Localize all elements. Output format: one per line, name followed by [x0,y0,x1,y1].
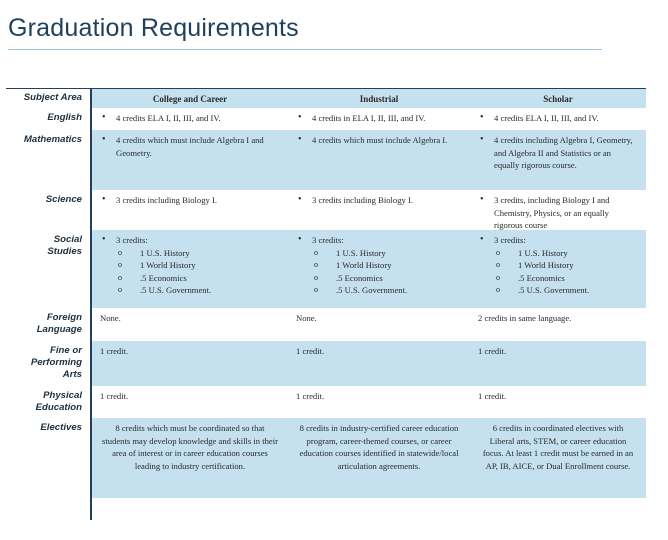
column-header-college-career: College and Career [92,88,288,108]
arts-label-line-2: Performing [30,357,82,368]
pe-scholar: 1 credit. [470,386,646,418]
social-cc-item: o 1 U.S. History [100,247,280,260]
pe-industrial: 1 credit. [288,386,470,418]
social-sch-intro: • 3 credits: [478,234,638,247]
arts-college-career: 1 credit. [92,341,288,386]
row-label-english: English [6,108,92,130]
science-scholar [470,190,646,230]
row-label-electives: Electives [6,418,92,498]
science-college-career [92,190,288,230]
row-label-mathematics: Mathematics [6,130,92,190]
english-sch-text: • 4 credits ELA I, II, III, and IV. [478,112,638,125]
row-label-social-studies [6,230,92,308]
electives-industrial: 8 credits in industry-certified career education program, career-themed courses, or career education courses identified in statewide/local articulation agreements. [288,418,470,498]
social-cc-item: o 1 World History [100,259,280,272]
math-college-career [92,130,288,190]
row-label-arts [6,341,92,386]
social-ind-item: o .5 U.S. Government. [296,284,462,297]
social-sch-item: o .5 Economics [478,272,638,285]
table-footer-cell [92,498,288,520]
requirements-table [6,88,646,520]
column-header-scholar: Scholar [470,88,646,108]
arts-label-line-1: Fine or [50,345,82,356]
arts-label-line-3: Arts [62,369,82,380]
english-ind-text: • 4 credits in ELA I, II, III, and IV. [296,112,462,125]
foreign-scholar: 2 credits in same language. [470,308,646,341]
page-title: Graduation Requirements [8,14,299,42]
pe-label-line-1: Physical [43,390,82,401]
pe-label-line-2: Education [35,402,82,413]
math-industrial [288,130,470,190]
social-label-line-2: Studies [47,246,82,257]
social-cc-item: o .5 U.S. Government. [100,284,280,297]
math-ind-text: • 4 credits which must include Algebra I. [296,134,462,147]
english-college-career [92,108,288,130]
social-sch-item: o 1 World History [478,259,638,272]
math-sch-text: • 4 credits including Algebra I, Geometry, and Algebra II and Statistics or an equally rigorous course. [478,134,638,172]
social-label-line-1: Social [53,234,82,245]
english-cc-text: • 4 credits ELA I, II, III, and IV. [100,112,280,125]
table-footer-spacer [6,498,92,520]
social-ind-item: o 1 World History [296,259,462,272]
social-sch-item: o 1 U.S. History [478,247,638,260]
foreign-college-career: None. [92,308,288,341]
social-cc-intro: • 3 credits: [100,234,280,247]
english-industrial [288,108,470,130]
subject-area-header: Subject Area [6,88,92,108]
social-ind-intro: • 3 credits: [296,234,462,247]
table-footer-cell [470,498,646,520]
social-ind-item: o .5 Economics [296,272,462,285]
foreign-industrial: None. [288,308,470,341]
social-cc-item: o .5 Economics [100,272,280,285]
electives-college-career: 8 credits which must be coordinated so that students may develop knowledge and skills in their area of interest or in career education courses leading to industry certification. [92,418,288,498]
science-ind-text: • 3 credits including Biology I. [296,194,462,207]
electives-scholar: 6 credits in coordinated electives with Liberal arts, STEM, or career education focus. At least 1 credit must be earned in an AP, IB, AICE, or Dual Enrollment course. [470,418,646,498]
arts-scholar: 1 credit. [470,341,646,386]
pe-college-career: 1 credit. [92,386,288,418]
arts-industrial: 1 credit. [288,341,470,386]
english-scholar [470,108,646,130]
table-footer-cell [288,498,470,520]
math-cc-text: • 4 credits which must include Algebra I and Geometry. [100,134,280,159]
column-header-industrial: Industrial [288,88,470,108]
math-scholar [470,130,646,190]
foreign-label-line-1: Foreign [46,312,82,323]
row-label-physical-education [6,386,92,418]
row-label-science: Science [6,190,92,230]
title-divider [8,49,602,50]
science-cc-text: • 3 credits including Biology I. [100,194,280,207]
social-industrial [288,230,470,308]
foreign-label-line-2: Language [36,324,82,335]
social-scholar [470,230,646,308]
social-college-career [92,230,288,308]
science-industrial [288,190,470,230]
science-sch-text: • 3 credits, including Biology I and Chemistry, Physics, or an equally rigorous course [478,194,638,232]
row-label-foreign-language [6,308,92,341]
social-sch-item: o .5 U.S. Government. [478,284,638,297]
social-ind-item: o 1 U.S. History [296,247,462,260]
